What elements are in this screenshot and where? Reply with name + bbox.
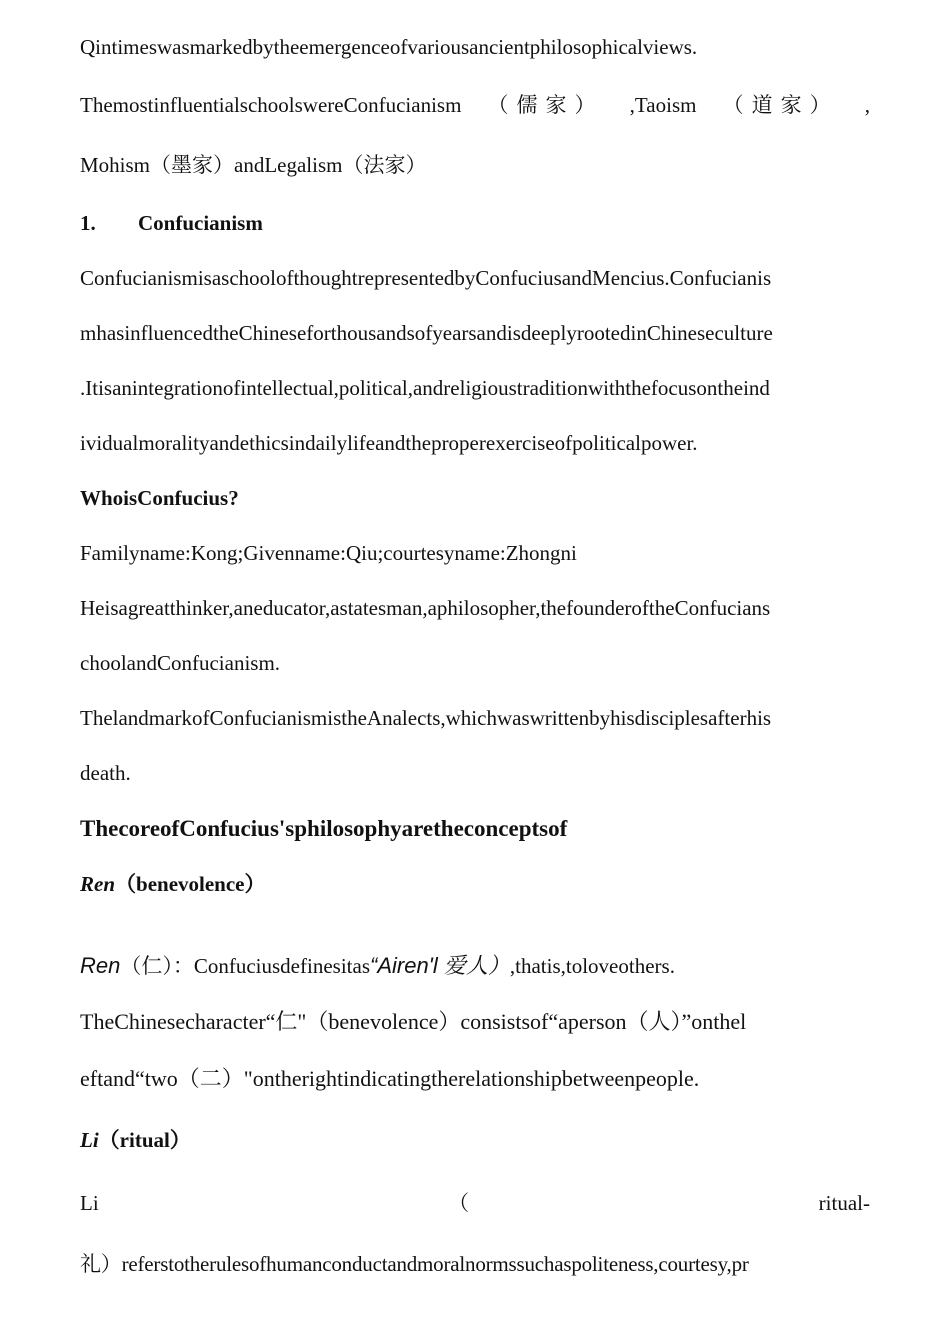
who-heading: WhoisConfucius? (80, 486, 239, 510)
paragraph-line: ividualmoralityandethicsindailylifeandtheproperexerciseofpoliticalpower. (80, 431, 698, 455)
paragraph-line: eftand“two（二）"ontherightindicatingtherelationshipbetweenpeople. (80, 1066, 700, 1091)
ren-def-rest: （仁）：Confuciusdefinesitas (120, 954, 370, 978)
intro-line-2-part: , (864, 93, 870, 117)
paragraph-line: choolandConfucianism. (80, 651, 281, 675)
li-heading (80, 1126, 870, 1154)
intro-line-3: Mohism（墨家）andLegalism（法家） (80, 153, 427, 177)
paragraph-line: death. (80, 761, 131, 785)
paragraph-line: Heisagreatthinker,aneducator,astatesman,aphilosopher,thefounderoftheConfucians (80, 596, 771, 620)
intro-line-2-part: ,Taoism (629, 93, 697, 117)
ren-def-end: ,thatis,toloveothers. (509, 954, 675, 978)
paragraph-line: .Itisanintegrationofintellectual,political,andreligioustraditionwiththefocusontheind (80, 376, 770, 400)
li-line-1-part: （ (448, 1191, 470, 1215)
paragraph-line: TheChinesecharacter“仁"（benevolence）consistsof“aperson（人）”onthel (80, 1009, 747, 1034)
li-line-1-part: Li (80, 1191, 99, 1215)
ren-gloss: （benevolence） (115, 872, 266, 896)
intro-line-2 (80, 91, 870, 119)
ren-heading (80, 870, 870, 898)
core-heading: ThecoreofConfucius'sphilosophyaretheconceptsof (80, 816, 568, 841)
li-gloss: （ritual） (98, 1128, 191, 1152)
intro-line-2-part: （儒家） (487, 93, 604, 117)
section-heading (80, 209, 870, 237)
intro-line-2-part: （道家） (722, 93, 839, 117)
li-line-1 (80, 1189, 870, 1217)
li-line-2: 礼）referstotherulesofhumanconductandmoralnormssuchaspoliteness,courtesy,pr (80, 1252, 749, 1276)
intro-line-1: Qintimeswasmarkedbytheemergenceofvariousancientphilosophicalviews. (80, 35, 698, 59)
name-line: Familyname:Kong;Givenname:Qiu;courtesyname:Zhongni (80, 541, 577, 565)
li-term: Li (80, 1128, 99, 1152)
section-number: 1. (80, 211, 96, 235)
li-line-1-part: ritual- (818, 1191, 870, 1215)
ren-def-quote: “Airen'l 爱人） (370, 953, 510, 978)
section-title: Confucianism (138, 211, 263, 235)
paragraph-line: ConfucianismisaschoolofthoughtrepresentedbyConfuciusandMencius.Confucianis (80, 266, 772, 290)
intro-line-2-part: ThemostinfluentialschoolswereConfucianism (80, 93, 462, 117)
paragraph-line: ThelandmarkofConfucianismistheAnalects,whichwaswrittenbyhisdisciplesafterhis (80, 706, 772, 730)
ren-term: Ren (80, 872, 116, 896)
ren-def-term: Ren (80, 953, 121, 978)
paragraph-line: mhasinfluencedtheChineseforthousandsofyearsandisdeeplyrootedinChineseculture (80, 321, 773, 345)
ren-definition (80, 952, 870, 980)
